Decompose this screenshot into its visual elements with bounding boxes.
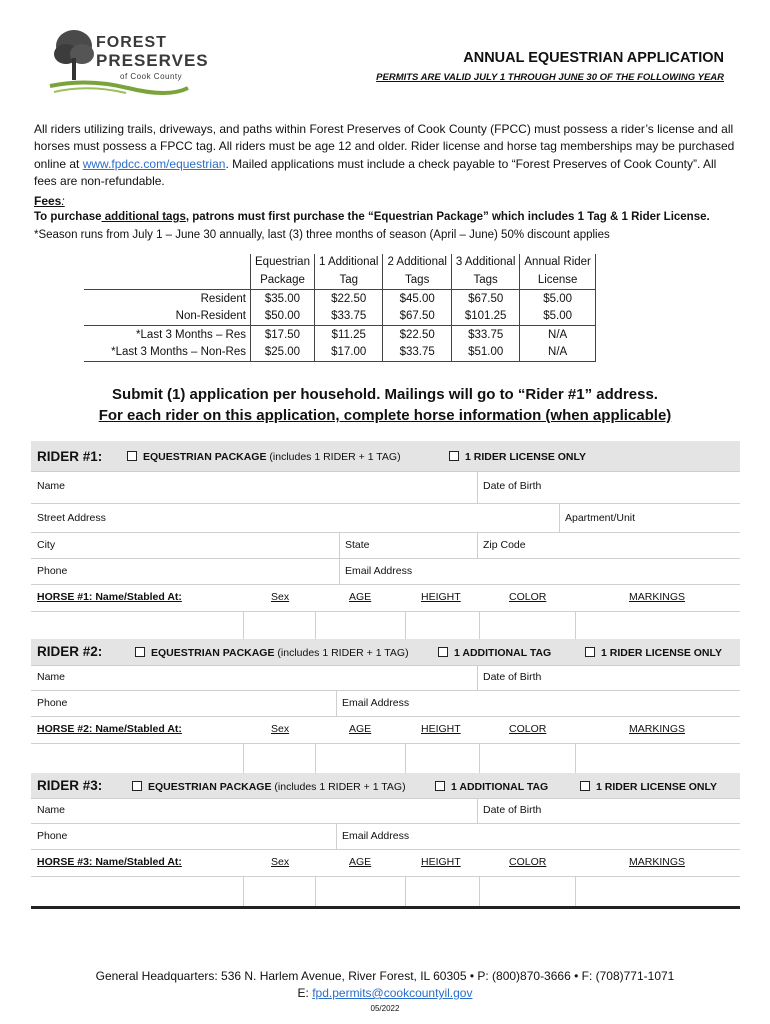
col-header: 3 Additional Tags xyxy=(451,254,519,290)
horse-3-entry-row[interactable] xyxy=(31,876,740,906)
name-field[interactable]: Name xyxy=(37,804,66,816)
col-header: Annual Rider License xyxy=(520,254,595,290)
horse-2-name-label: HORSE #2: Name/Stabled At: xyxy=(37,723,182,735)
horse-2-header-row xyxy=(31,716,740,743)
page-title: ANNUAL EQUESTRIAN APPLICATION xyxy=(463,50,724,66)
contact-email-link[interactable]: fpd.permits@cookcountyil.gov xyxy=(312,986,473,1000)
rider-1-address-row xyxy=(31,503,740,532)
intro-paragraph xyxy=(34,121,740,190)
fees-table xyxy=(84,254,596,362)
horse-sex-label: Sex xyxy=(271,723,290,735)
rider-2-tag-option[interactable]: 1 ADDITIONAL TAG xyxy=(438,647,551,659)
footer-address: General Headquarters: 536 N. Harlem Avenue, River Forest, IL 60305 • P: (800)870-3666 • F: (708)771-1071 xyxy=(95,969,675,983)
rider-1-package-option[interactable]: EQUESTRIAN PACKAGE (includes 1 RIDER + 1 TAG) xyxy=(127,451,401,463)
rider-2-contact-row xyxy=(31,690,740,716)
city-field[interactable]: City xyxy=(37,539,56,551)
email-field[interactable]: Email Address xyxy=(342,830,410,842)
rider-2-header xyxy=(31,639,740,665)
phone-field[interactable]: Phone xyxy=(37,697,68,709)
rider-1-city-row xyxy=(31,532,740,558)
col-header: Equestrian Package xyxy=(251,254,315,290)
rider-3-tag-option[interactable]: 1 ADDITIONAL TAG xyxy=(435,781,548,793)
checkbox-icon[interactable] xyxy=(449,451,459,461)
state-field[interactable]: State xyxy=(345,539,370,551)
fees-line-2: *Season runs from July 1 – June 30 annually, last (3) three months of season (April – June) 50% discount applies xyxy=(34,229,610,241)
phone-field[interactable]: Phone xyxy=(37,565,68,577)
horse-1-name-label: HORSE #1: Name/Stabled At: xyxy=(37,591,182,603)
rider-3-license-option[interactable]: 1 RIDER LICENSE ONLY xyxy=(580,781,717,793)
rider-3-package-option[interactable]: EQUESTRIAN PACKAGE (includes 1 RIDER + 1 TAG) xyxy=(132,781,406,793)
checkbox-icon[interactable] xyxy=(438,647,448,657)
horse-color-label: COLOR xyxy=(509,856,547,868)
dob-field[interactable]: Date of Birth xyxy=(483,804,542,816)
rider-2-label: RIDER #2: xyxy=(37,644,103,659)
table-row: *Last 3 Months – Non-Res $25.00 $17.00 $33.75 $51.00 N/A xyxy=(84,344,595,362)
horse-markings-label: MARKINGS xyxy=(629,856,686,868)
rider-1-contact-row xyxy=(31,558,740,584)
name-field[interactable]: Name xyxy=(37,671,66,683)
col-header: 2 Additional Tags xyxy=(383,254,451,290)
horse-3-name-label: HORSE #3: Name/Stabled At: xyxy=(37,856,182,868)
rider-3-name-row xyxy=(31,798,740,823)
horse-markings-label: MARKINGS xyxy=(629,591,686,603)
checkbox-icon[interactable] xyxy=(585,647,595,657)
horse-1-entry-row[interactable] xyxy=(31,611,740,641)
col-header: 1 Additional Tag xyxy=(314,254,382,290)
horse-age-label: AGE xyxy=(349,591,372,603)
revision-date: 05/2022 xyxy=(370,1004,400,1013)
rider-1-label: RIDER #1: xyxy=(37,449,103,464)
horse-markings-label: MARKINGS xyxy=(629,723,686,735)
horse-sex-label: Sex xyxy=(271,856,290,868)
horse-color-label: COLOR xyxy=(509,591,547,603)
rider-1-header xyxy=(31,441,740,471)
logo-line-2: PRESERVES xyxy=(96,51,209,70)
checkbox-icon[interactable] xyxy=(135,647,145,657)
rider-1-license-option[interactable]: 1 RIDER LICENSE ONLY xyxy=(449,451,586,463)
fees-table-header xyxy=(84,254,595,290)
apartment-field[interactable]: Apartment/Unit xyxy=(565,512,636,524)
rider-2-license-option[interactable]: 1 RIDER LICENSE ONLY xyxy=(585,647,722,659)
dob-field[interactable]: Date of Birth xyxy=(483,480,542,492)
table-row: *Last 3 Months – Res $17.50 $11.25 $22.50 $33.75 N/A xyxy=(84,326,595,344)
name-field[interactable]: Name xyxy=(37,480,66,492)
submit-instruction: Submit (1) application per household. Mailings will go to “Rider #1” address. xyxy=(112,386,658,403)
street-address-field[interactable]: Street Address xyxy=(37,512,106,524)
rider-1-section xyxy=(31,441,740,644)
rider-2-section xyxy=(31,639,740,776)
horse-color-label: COLOR xyxy=(509,723,547,735)
horse-sex-label: Sex xyxy=(271,591,290,603)
rider-instruction: For each rider on this application, complete horse information (when applicable) xyxy=(98,407,672,424)
horse-3-header-row xyxy=(31,849,740,876)
rider-3-section xyxy=(31,773,740,909)
intro-text-2: . Mailed applications must include a check payable to “Forest Preserves of Cook County”. All fees are non-refundable. xyxy=(34,156,717,188)
horse-2-entry-row[interactable] xyxy=(31,743,740,773)
table-row: Non-Resident $50.00 $33.75 $67.50 $101.25 $5.00 xyxy=(84,308,595,326)
checkbox-icon[interactable] xyxy=(127,451,137,461)
checkbox-icon[interactable] xyxy=(580,781,590,791)
email-field[interactable]: Email Address xyxy=(345,565,413,577)
forest-preserves-logo xyxy=(48,24,209,102)
logo-line-1: FOREST xyxy=(96,34,167,51)
fees-line-1: To purchase additional tags, patrons must first purchase the “Equestrian Package” which includes 1 Tag & 1 Rider License. xyxy=(34,211,710,223)
horse-1-header-row xyxy=(31,584,740,611)
intro-text-1: All riders utilizing trails, driveways, and paths within Forest Preserves of Cook County (FPCC) must possess a rider’s license and all horses must possess a FPCC tag. All riders must be age 12 and older. Rider license and horse tag memberships may be purchased online at xyxy=(34,122,735,171)
horse-age-label: AGE xyxy=(349,723,372,735)
rider-3-header xyxy=(31,773,740,798)
footer-email-line: E: fpd.permits@cookcountyil.gov xyxy=(297,986,473,1000)
fees-heading: Fees: xyxy=(34,194,65,208)
phone-field[interactable]: Phone xyxy=(37,830,68,842)
zip-field[interactable]: Zip Code xyxy=(483,539,526,551)
horse-height-label: HEIGHT xyxy=(421,856,461,868)
rider-3-contact-row xyxy=(31,823,740,849)
dob-field[interactable]: Date of Birth xyxy=(483,671,542,683)
page-subtitle: PERMITS ARE VALID JULY 1 THROUGH JUNE 30 OF THE FOLLOWING YEAR xyxy=(376,72,724,83)
table-row: Resident $35.00 $22.50 $45.00 $67.50 $5.00 xyxy=(84,290,595,308)
equestrian-link[interactable]: www.fpdcc.com/equestrian xyxy=(82,156,226,171)
rider-1-name-row xyxy=(31,471,740,503)
checkbox-icon[interactable] xyxy=(132,781,142,791)
horse-age-label: AGE xyxy=(349,856,372,868)
rider-2-name-row xyxy=(31,665,740,690)
rider-2-package-option[interactable]: EQUESTRIAN PACKAGE (includes 1 RIDER + 1 TAG) xyxy=(135,647,409,659)
checkbox-icon[interactable] xyxy=(435,781,445,791)
email-field[interactable]: Email Address xyxy=(342,697,410,709)
rider-3-label: RIDER #3: xyxy=(37,778,103,793)
horse-height-label: HEIGHT xyxy=(421,723,461,735)
horse-height-label: HEIGHT xyxy=(421,591,461,603)
logo-line-3: of Cook County xyxy=(120,72,183,81)
footer xyxy=(0,968,770,1002)
